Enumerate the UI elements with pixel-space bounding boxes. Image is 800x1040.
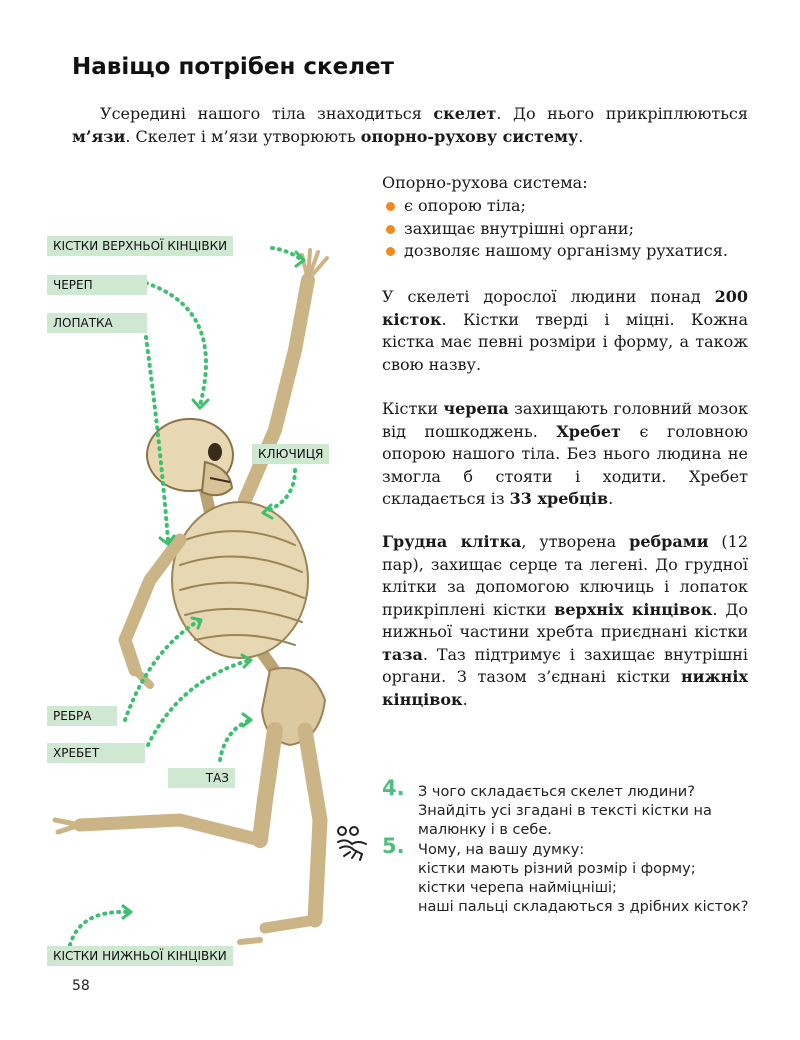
bullet-icon [386,225,395,234]
label-skull: ЧЕРЕП [47,275,147,295]
question-5-number: 5. [382,834,405,858]
label-pelvis: ТАЗ [168,768,235,788]
question-4-text: З чого складається скелет людини? Знайдіть усі згадані в тексті кістки на малюнку і в себе. [418,784,712,838]
label-spine: ХРЕБЕТ [47,743,145,763]
paragraph-bones-count: У скелеті дорослої людини понад 200 кісток. Кістки тверді і міцні. Кожна кістка має певні розміри і форму, а також свою назву. [382,287,748,374]
bullet-icon [386,202,395,211]
label-clavicle: КЛЮЧИЦЯ [252,444,329,464]
system-bullet-list [382,195,748,263]
pair-work-icon [332,822,376,866]
list-item: дозволяє нашому організму рухатися. [382,240,748,263]
bullet-icon [386,247,395,256]
label-ribs: РЕБРА [47,706,117,726]
label-scapula: ЛОПАТКА [47,313,147,333]
intro-paragraph: Усередині нашого тіла знаходиться скелет. До нього прикріплюються м’язи. Скелет і м’язи утворюють опорно-рухову систему. [72,104,748,146]
label-upper-limb-bones: КІСТКИ ВЕРХНЬОЇ КІНЦІВКИ [47,236,233,256]
list-item: є опорою тіла; [382,195,748,218]
list-item: захищає внутрішні органи; [382,218,748,241]
system-lead: Опорно-рухова система: [382,173,588,192]
page-title: Навіщо потрібен скелет [72,54,394,80]
question-5-text: Чому, на вашу думку: кістки мають різний розмір і форму; кістки черепа найміцніші; наші пальці складаються з дрібних кісток? [418,842,749,915]
paragraph-skull-spine: Кістки черепа захищають головний мозок від пошкоджень. Хребет є головною опорою нашого тіла. Без нього людина не змогла б стояти і ходити. Хребет складається із 33 хребців. [382,399,748,508]
label-lower-limb-bones: КІСТКИ НИЖНЬОЇ КІНЦІВКИ [47,946,233,966]
paragraph-chest-limbs: Грудна клітка, утворена ребрами (12 пар), захищає серце та легені. До грудної клітки за допомогою ключиць і лопаток прикріплені кістки верхніх кінцівок. До нижньої частини хребта приєднані кістки таза. Таз підтримує і захищає внутрішні органи. З тазом з’єднані кістки нижніх кінцівок. [382,532,749,709]
page-number: 58 [72,978,90,994]
question-4-number: 4. [382,776,405,800]
